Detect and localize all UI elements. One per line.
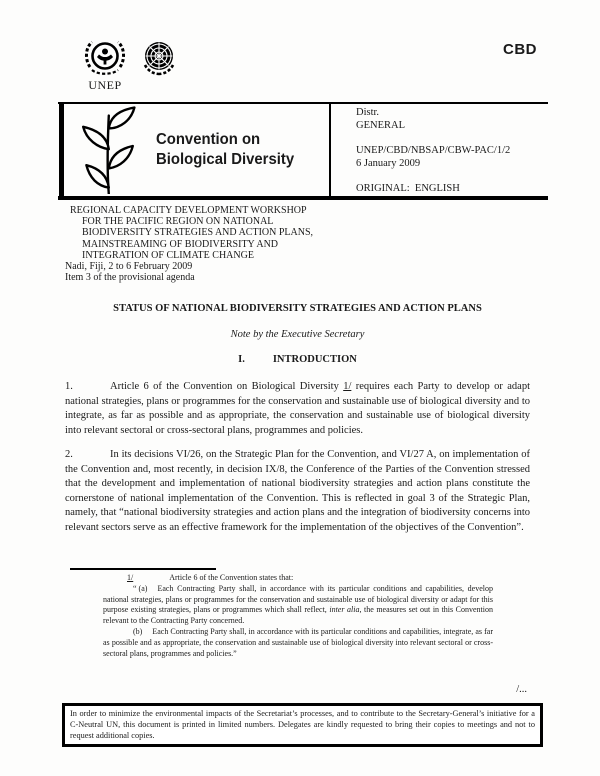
footnote-reference: 1/ <box>343 381 352 392</box>
paragraph-text: requires each Party to develop or adapt national strategies, plans or programmes for the conservation and sustainable use of biological diversity and to integrate, as far as possible and as appropriate, the conservation and sustainable use of biological diversity into relevant sectoral or cross-sectoral plans, programmes and policies. <box>65 381 530 436</box>
footnote-paragraph-b <box>103 627 493 659</box>
unep-logo <box>82 36 128 93</box>
meeting-heading <box>65 205 395 283</box>
meeting-title-line: MAINSTREAMING OF BIODIVERSITY AND <box>82 238 279 250</box>
footnote-label: 1/ <box>127 573 134 582</box>
footnote-text: Each Contracting Party shall, in accordance with its particular conditions and capabilities, develop national strategies, plans or programmes for the conservation and sustainable use of biological diversity or adapt for this purpose existing strategies, plans or programmes which shall reflect, <box>103 583 493 615</box>
org-name <box>156 130 294 171</box>
document-title: STATUS OF NATIONAL BIODIVERSITY STRATEGIES AND ACTION PLANS <box>113 303 482 314</box>
header-bottom-rule <box>58 196 548 200</box>
unep-caption: UNEP <box>88 78 122 92</box>
paragraph-number: 2. <box>65 449 73 460</box>
meeting-agenda-item: Item 3 of the provisional agenda <box>65 272 195 284</box>
paragraph-number: 1. <box>65 381 73 392</box>
footnote-item-label: (b) <box>133 626 143 636</box>
document-date: 6 January 2009 <box>356 158 421 169</box>
document-note: Note by the Executive Secretary <box>230 329 365 340</box>
footnote-intro-text: Article 6 of the Convention states that: <box>169 573 294 582</box>
distr-label: Distr. <box>356 107 380 118</box>
section-number: I. <box>238 354 245 365</box>
latin-phrase: inter alia <box>329 605 360 615</box>
original-language: ORIGINAL: ENGLISH <box>356 183 460 194</box>
cbd-logo-box <box>59 104 331 196</box>
paragraph-1 <box>65 380 530 438</box>
unep-emblem-icon <box>82 36 128 80</box>
environmental-notice-box <box>62 703 543 747</box>
environmental-notice-text: In order to minimize the environmental impacts of the Secretariat’s processes, and to contribute to the Secretary-General’s initiative for a C-Neutral UN, this document is printed in limited numbers. Delegates are kindly requested to bring their copies to meetings and not to request additional copies. <box>70 709 535 740</box>
meeting-title-line: REGIONAL CAPACITY DEVELOPMENT WORKSHOP <box>70 205 307 216</box>
footnote-separator-rule <box>70 568 216 570</box>
paragraph-text: In its decisions VI/26, on the Strategic Plan for the Convention, and VI/27 A, on implementation of the Convention and, most recently, in decision IX/8, the Conference of the Parties of the Convention stressed that the development and implementation of national biodiversity strategies and action plans constitute the cornerstone of national implementation of the Convention. This is reflected in goal 3 of the Strategic Plan, namely, that “national biodiversity strategies and action plans and the integration of biodiversity concerns into relevant sectors serve as an effective framework for the implementation of the objectives of the Convention”. <box>65 449 530 533</box>
section-heading <box>65 354 530 365</box>
un-logo <box>139 38 179 78</box>
footnote-text: , the measures set out in this Convention relevant to the Contracting Party concerned. <box>103 605 494 626</box>
org-name-line1: Convention on <box>156 130 261 148</box>
meeting-title-line: FOR THE PACIFIC REGION ON NATIONAL <box>82 216 274 228</box>
org-name-line2: Biological Diversity <box>156 151 295 168</box>
footnote-paragraph-a <box>103 584 493 627</box>
meeting-title-line: INTEGRATION OF CLIMATE CHANGE <box>82 249 254 261</box>
document-symbol: UNEP/CBD/NBSAP/CBW-PAC/1/2 <box>356 145 511 156</box>
section-title: INTRODUCTION <box>272 354 357 365</box>
distribution-block <box>356 106 510 195</box>
cbd-leaf-logo-icon <box>68 106 148 194</box>
distr-type: GENERAL <box>356 120 405 131</box>
document-body <box>65 303 530 535</box>
footnote-item-label: “ (a) <box>133 583 148 593</box>
paragraph-2 <box>65 448 530 535</box>
meeting-venue-date: Nadi, Fiji, 2 to 6 February 2009 <box>65 261 193 273</box>
footnote-block <box>103 573 493 659</box>
meeting-title-line: BIODIVERSITY STRATEGIES AND ACTION PLANS, <box>82 227 314 239</box>
page-continuation-mark: /... <box>516 684 527 695</box>
footnote-intro <box>103 573 493 584</box>
paragraph-text: Article 6 of the Convention on Biological Diversity <box>110 381 344 392</box>
cbd-corner-label: CBD <box>503 41 537 58</box>
un-emblem-icon <box>139 38 179 78</box>
footnote-text: Each Contracting Party shall, in accordance with its particular conditions and capabilities, integrate, as far as possible and as appropriate, the conservation and sustainable use of biological diversity into relevant sectoral or cross-sectoral plans, programmes and policies.” <box>103 626 493 658</box>
